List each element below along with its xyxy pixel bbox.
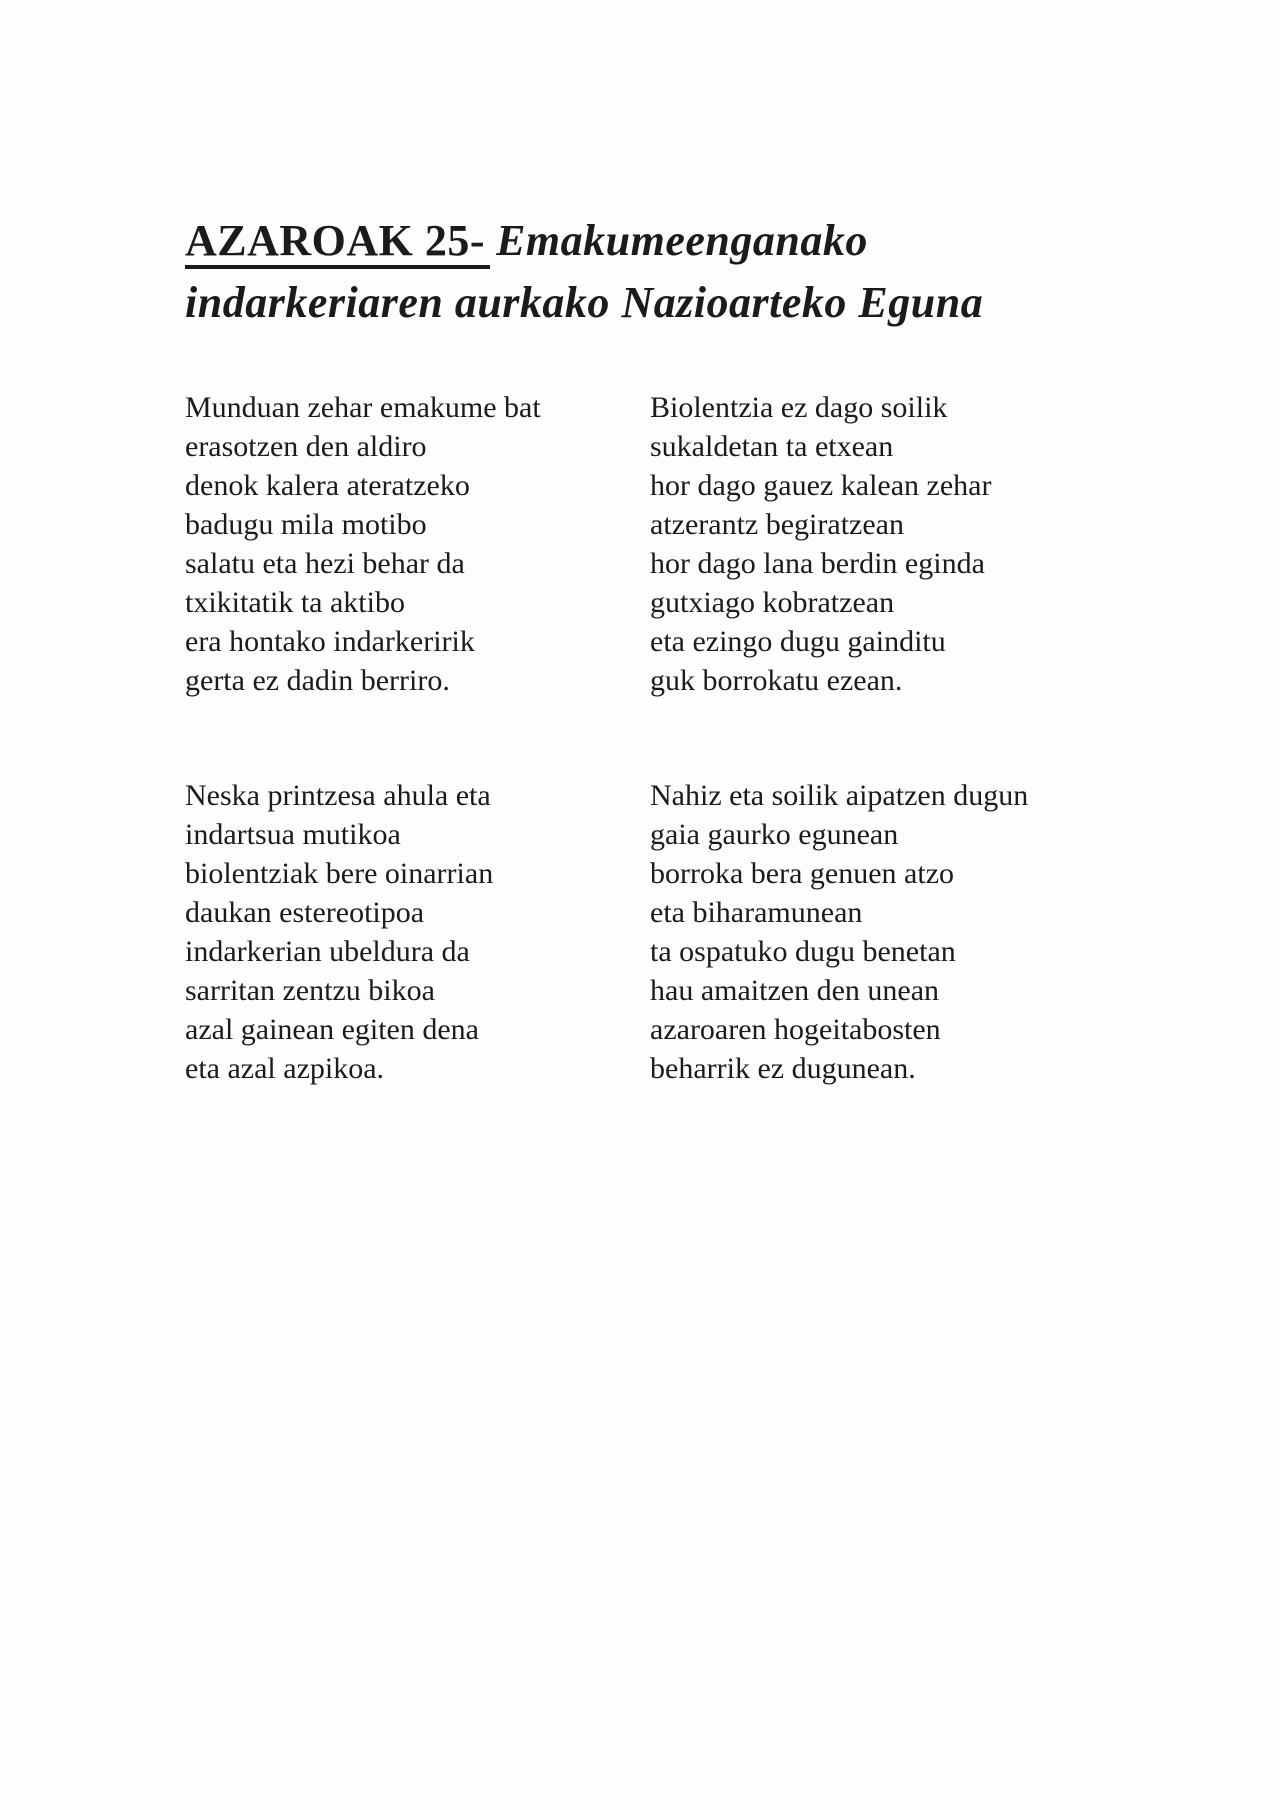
poem-line: borroka bera genuen atzo — [650, 857, 955, 890]
stanza-1 — [185, 388, 650, 700]
stanza-2 — [650, 388, 1222, 700]
poem-line: Nahiz eta soilik aipatzen dugun — [650, 779, 1029, 812]
poem-line: txikitatik ta aktibo — [185, 586, 405, 619]
poem-line: Munduan zehar emakume bat — [185, 391, 541, 424]
poem-line: guk borrokatu ezean. — [650, 664, 903, 697]
poem-line: indartsua mutikoa — [185, 818, 401, 851]
poem-line: gaia gaurko egunean — [650, 818, 899, 851]
poem-line: azaroaren hogeitabosten — [650, 1013, 941, 1046]
poem-line: hau amaitzen den unean — [650, 974, 940, 1007]
poem-line: biolentziak bere oinarrian — [185, 857, 494, 890]
poem-line: era hontako indarkeririk — [185, 625, 475, 658]
stanza-3 — [185, 776, 650, 1088]
poem-line: denok kalera ateratzeko — [185, 469, 470, 502]
title-date-part: AZAROAK 25- — [185, 217, 490, 269]
poem-line: eta azal azpikoa. — [185, 1052, 385, 1085]
poem-line: erasotzen den aldiro — [185, 430, 427, 463]
poem-grid — [185, 388, 1222, 1088]
title-line-1 — [185, 210, 1222, 272]
poem-line: Neska printzesa ahula eta — [185, 779, 491, 812]
poem-line: beharrik ez dugunean. — [650, 1052, 916, 1085]
poem-line: Biolentzia ez dago soilik — [650, 391, 948, 424]
title-emphasis-start: Emakumeenganako — [496, 216, 868, 265]
poem-line: hor dago lana berdin eginda — [650, 547, 985, 580]
stanza-4 — [650, 776, 1222, 1088]
document-content — [185, 210, 1222, 1088]
document-title — [185, 210, 1222, 334]
title-line-2: indarkeriaren aurkako Nazioarteko Eguna — [185, 278, 984, 327]
poem-line: hor dago gauez kalean zehar — [650, 469, 992, 502]
poem-line: daukan estereotipoa — [185, 896, 425, 929]
poem-line: indarkerian ubeldura da — [185, 935, 470, 968]
poem-line: ta ospatuko dugu benetan — [650, 935, 956, 968]
poem-line: salatu eta hezi behar da — [185, 547, 465, 580]
poem-line: gerta ez dadin berriro. — [185, 664, 450, 697]
poem-line: sukaldetan ta etxean — [650, 430, 894, 463]
poem-line: atzerantz begiratzean — [650, 508, 904, 541]
poem-line: eta biharamunean — [650, 896, 863, 929]
poem-line: sarritan zentzu bikoa — [185, 974, 435, 1007]
poem-line: badugu mila motibo — [185, 508, 427, 541]
poem-line: azal gainean egiten dena — [185, 1013, 479, 1046]
poem-line: gutxiago kobratzean — [650, 586, 895, 619]
poem-line: eta ezingo dugu gainditu — [650, 625, 946, 658]
